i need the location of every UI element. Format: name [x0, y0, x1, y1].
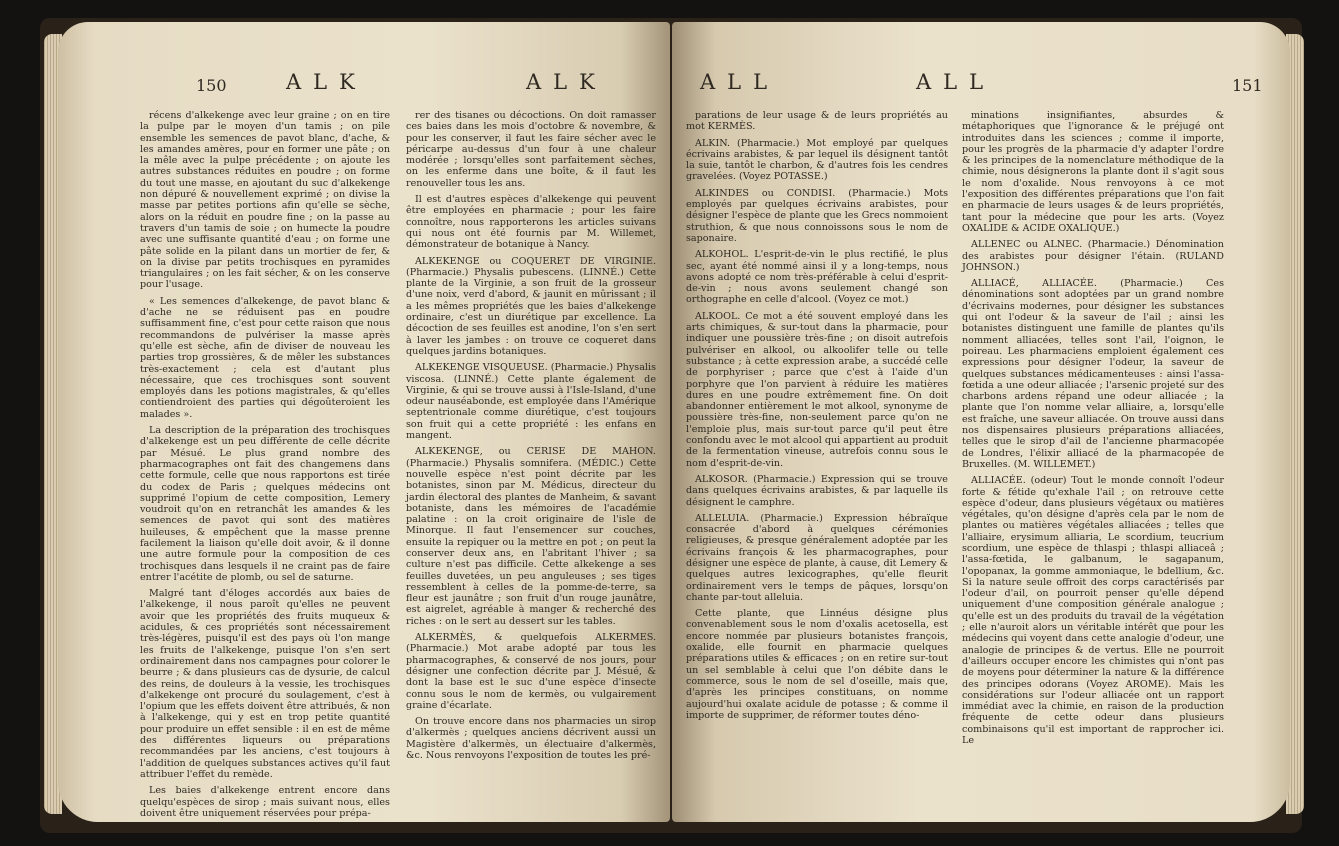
paragraph: Les baies d'alkekenge entrent encore dans quelqu'espèces de sirop ; mais suivant nous, elles doivent être uniquement réservées pour prépa- — [140, 785, 390, 819]
paragraph: parations de leur usage & de leurs propriétés au mot KERMÈS. — [686, 110, 948, 133]
paragraph: « Les semences d'alkekenge, de pavot blanc & d'ache ne se réduisent pas en poudre suffisamment fine, c'est pour cette raison que nous recommandons de pulvériser la masse après qu'elle est sèche, afin de diviser de nouveau les parties trop grossières, & de mêler les substances très-exactement ; cela est d'autant plus nécessaire, que ces trochisques sont souvent employés dans les potions magistrales, & qu'elles contiendroient des parties qui dégoûteroient les malades ». — [140, 295, 390, 420]
paragraph: récens d'alkekenge avec leur graine ; on en tire la pulpe par le moyen d'un tamis ; on pile ensemble les semences de pavot blanc, d'ache, & les amandes amères, pour en former une pâte ; on la mêle avec la pulpe précédente ; on ajoute les autres substances réduites en poudre ; on forme du tout une masse, en ajoutant du suc d'alkekenge non dépuré & nouvellement exprimé ; on divise la masse par petites portions afin qu'elle se sèche, alors on la réduit en poudre fine ; on la passe au travers d'un tamis de soie ; on humecte la poudre avec une suffisante quantité d'eau ; on forme une pâte solide en la pilant dans un mortier de fer, & on la divise par petits trochisques en pyramides triangulaires ; on les fait sécher, & on les conserve pour l'usage. — [140, 110, 390, 291]
paragraph: ALLENEC ou ALNEC. (Pharmacie.) Dénomination des arabistes pour désigner l'étain. (RULAND JOHNSON.) — [962, 239, 1224, 273]
paragraph: On trouve encore dans nos pharmacies un sirop d'alkermès ; quelques anciens décrivent aussi un Magistère d'alkermès, un électuaire d'alkermès, &c. Nous renvoyons l'exposition de toutes les pré- — [406, 716, 656, 762]
paragraph: ALKEKENGE VISQUEUSE. (Pharmacie.) Physalis viscosa. (LINNÉ.) Cette plante également de Virginie, & qui se trouve aussi à l'Isle-Island, d'une odeur nauséabonde, est employée dans l'Amérique septentrionale comme diurétique, c'est toujours son fruit qui a cette propriété : les enfans en mangent. — [406, 362, 656, 442]
page-number: 151 — [1232, 76, 1263, 95]
left-page — [58, 22, 670, 822]
paragraph: ALKERMÈS, & quelquefois ALKERMES. (Pharmacie.) Mot arabe adopté par tous les pharmacographes, & conservé de nos jours, pour désigner une confection décrite par J. Mésué, & dont la base est le suc d'une espèce d'insecte connu sous le nom de kermès, ou vulgairement graine d'écarlate. — [406, 632, 656, 711]
right-column-2 — [962, 110, 1224, 800]
paragraph: ALKOSOR. (Pharmacie.) Expression qui se trouve dans quelques écrivains arabistes, & par laquelle ils désignent le camphre. — [686, 473, 948, 508]
paragraph: ALKINDES ou CONDISI. (Pharmacie.) Mots employés par quelques écrivains arabistes, pour désigner l'espèce de plante que les Grecs nommoient struthion, & que nous connoissons sous le nom de saponaire. — [686, 187, 948, 244]
paragraph: ALLIACÉE. (odeur) Tout le monde connoît l'odeur forte & fétide qu'exhale l'ail ; on retrouve cette espèce d'odeur, dans plusieurs végétaux ou matières végétales, qu'on désigne d'après cela par le nom de plantes ou matières végétales alliacées ; telles que l'alliaire, erysimum alliaria, Le scordium, teucrium scordium, une espèce de thlaspi ; thlaspi alliaceâ ; l'assa-fœtida, le galbanum, le sagapanum, l'opopanax, la gomme ammoniaque, le bdellium, &c. Si la nature seule offroit des corps caractérisés par l'odeur d'ail, on pourroit penser qu'elle dépend uniquement d'une composition générale analogue ; qu'elle est un des produits du travail de la végétation ; elle n'auroit alors un véritable intérêt que pour les médecins qui voyent dans cette analogie d'odeur, une analogie de principes & de vertus. Elle ne pourroit d'ailleurs occuper encore les chimistes qui n'ont pas de moyens pour déterminer la nature & la différence des principes odorans (Voyez AROME). Mais les considérations sur l'odeur alliacée ont un rapport immédiat avec la chimie, en raison de la production fréquente de cette odeur dans plusieurs combinaisons qu'il est important de rapprocher ici. Le — [962, 475, 1224, 747]
running-header-left: ALK — [286, 70, 367, 94]
paragraph: ALKEKENGE ou COQUERET DE VIRGINIE. (Pharmacie.) Physalis pubescens. (LINNÉ.) Cette plante de la Virginie, a son fruit de la grosseur d'une noix, verd d'abord, & jaunit en mûrissant ; il a les mêmes propriétés que les baies d'alkekenge ordinaire, c'est un diurétique par excellence. La décoction de ses feuilles est anodine, l'on s'en sert à laver les jambes : on trouve ce coqueret dans quelques jardins botaniques. — [406, 255, 656, 357]
running-header-right: ALL — [916, 70, 996, 94]
right-column-1 — [686, 110, 948, 800]
left-column-1 — [140, 110, 390, 819]
paragraph: ALLIACÉ, ALLIACÉE. (Pharmacie.) Ces dénominations sont adoptées par un grand nombre d'écrivains modernes, pour désigner les substances qui ont l'odeur & la saveur de l'ail ; ainsi les botanistes distinguent une famille de plantes qu'ils nomment alliacées, telles sont l'ail, l'oignon, le poireau. Les pharmaciens emploient également ces expressions pour désigner l'odeur, la saveur de quelques substances médicamenteuses : ainsi l'assa-fœtida a une odeur alliacée ; l'arsenic projeté sur des charbons ardens répand une odeur alliacée ; la plante que l'on nomme velar alliaire, a, lorsqu'elle est fraîche, une saveur alliacée. On trouve aussi dans nos dispensaires plusieurs préparations alliacées, telles que le sirop d'ail de l'ancienne pharmacopée de Londres, l'élixir alliacé de la pharmacopée de Bruxelles. (M. WILLEMET.) — [962, 278, 1224, 470]
paragraph: La description de la préparation des trochisques d'alkekenge est un peu différente de celle décrite par Mésué. Le plus grand nombre des pharmacographes ont fait des changemens dans cette formule, celle que nous rapportons est tirée du codex de Paris ; quelques médecins ont supprimé l'opium de cette composition, Lemery voudroit qu'on en retranchât les amandes & les semences de pavot qui sont des matières huileuses, & empêchent que la masse prenne facilement la liaison qu'elle doit avoir, & il donne une autre formule pour la composition de ces trochisques dans lesquels il ne craint pas de faire entrer l'acétite de plomb, ou sel de saturne. — [140, 425, 390, 583]
page-number: 150 — [196, 76, 227, 95]
paragraph: Malgré tant d'éloges accordés aux baies de l'alkekenge, il nous paroît qu'elles ne peuvent avoir que les propriétés des fruits muqueux & acidules, & ces propriétés sont nécessairement très-légères, puisqu'il est des pays où l'on mange les fruits de l'alkekenge, puisque l'on s'en sert ordinairement dans nos campagnes pour colorer le beurre ; & dans plusieurs cas de dysurie, de calcul des reins, de douleurs à la vessie, les trochisques d'alkekenge ont procuré du soulagement, c'est à l'opium que les effets doivent être attribués, & non à l'alkekenge, qui y est en trop petite quantité pour produire un effet sensible : il en est de même des différentes liqueurs ou préparations recommandées par les anciens, c'est toujours à l'addition de quelques substances actives qu'il faut attribuer l'effet du remède. — [140, 588, 390, 780]
paragraph: ALLELUIA. (Pharmacie.) Expression hébraïque consacrée d'abord à quelques cérémonies religieuses, & presque généralement adoptée par les écrivains françois & les pharmacographes, pour désigner une espèce de plante, à cause, dit Lemery & quelques autres lexicographes, qu'elle fleurit ordinairement vers le temps de pâques, lorsqu'on chante par-tout alleluia. — [686, 512, 948, 603]
running-header-right: ALK — [526, 70, 607, 94]
left-column-2 — [406, 110, 656, 800]
paragraph: minations insignifiantes, absurdes & métaphoriques que l'ignorance & le préjugé ont introduites dans les sciences ; comme il importe, pour les progrès de la pharmacie d'y adapter l'ordre & les principes de la nomenclature méthodique de la chimie, nous désignerons la plante dont il s'agit sous le nom d'oxalide. Nous renvoyons à ce mot l'exposition des différentes préparations que l'on fait en pharmacie de leurs usages & de leurs propriétés, tant pour la médecine que pour les arts. (Voyez OXALIDE & ACIDE OXALIQUE.) — [962, 110, 1224, 234]
paragraph: ALKOHOL. L'esprit-de-vin le plus rectifié, le plus sec, ayant été nommé ainsi il y a long-temps, nous avons adopté ce nom très-préférable à celui d'esprit-de-vin ; nous avons seulement changé son orthographe en celle d'alcool. (Voyez ce mot.) — [686, 249, 948, 306]
paragraph: Cette plante, que Linnéus désigne plus convenablement sous le nom d'oxalis acetosella, est encore nommée par plusieurs botanistes françois, oxalide, elle fournit en pharmacie quelques préparations utiles & efficaces ; on en retire sur-tout un sel semblable à celui que l'on débite dans le commerce, sous le nom de sel d'oseille, mais que, d'après les principes constituans, on nomme aujourd'hui oxalate acidule de potasse ; & comme il importe de supprimer, de réformer toutes déno- — [686, 608, 948, 721]
paragraph: ALKEKENGE, ou CERISE DE MAHON. (Pharmacie.) Physalis somnifera. (MÉDIC.) Cette nouvelle espèce n'est point décrite par les botanistes, sinon par M. Médicus, directeur du jardin électoral des plantes de Manheim, & savant botaniste, dans les mémoires de l'académie palatine : on la croit originaire de l'isle de Minorque. Il faut l'ensemencer sur couches, ensuite la repiquer ou la mettre en pot ; on peut la conserver deux ans, en l'abritant l'hiver ; sa culture n'est pas difficile. Cette alkekenge a ses feuilles duvetées, un peu anguleuses ; ses tiges ressemblent à celles de la pomme-de-terre, sa fleur est jaunâtre ; son fruit d'un rouge jaunâtre, est aigrelet, agréable à manger & recherché des riches : on le sert au dessert sur les tables. — [406, 446, 656, 627]
paragraph: Il est d'autres espèces d'alkekenge qui peuvent être employées en pharmacie ; pour les faire connoître, nous rapporterons les articles suivans qui nous ont été fournis par M. Willemet, démonstrateur de botanique à Nancy. — [406, 194, 656, 251]
paragraph: ALKOOL. Ce mot a été souvent employé dans les arts chimiques, & sur-tout dans la pharmacie, pour indiquer une poussière très-fine ; on disoit autrefois pulvériser en alkool, ou alkoolifer telle ou telle substance ; à cette expression arabe, a succédé celle de porphyriser ; parce que c'est à l'aide d'un porphyre que l'on parvient à réduire les matières dures en une poudre extrêmement fine. On doit abandonner entièrement le mot alkool, synonyme de poussière très-fine, non-seulement parce qu'on ne l'emploie plus, mais sur-tout parce qu'il peut être confondu avec le mot alcool qui appartient au produit de la fermentation vineuse, autrefois connu sous le nom d'esprit-de-vin. — [686, 310, 948, 469]
right-page — [672, 22, 1290, 822]
paragraph: rer des tisanes ou décoctions. On doit ramasser ces baies dans les mois d'octobre & novembre, & pour les conserver, il faut les faire sécher avec le péricarpe au-dessus d'un four à une chaleur modérée ; lorsqu'elles sont parfaitement sèches, on les enferme dans une boîte, & il faut les renouveller tous les ans. — [406, 110, 656, 189]
running-header-left: ALL — [700, 70, 780, 94]
paragraph: ALKIN. (Pharmacie.) Mot employé par quelques écrivains arabistes, & par lequel ils désignent tantôt la suie, tantôt le charbon, & d'autres fois les cendres gravelées. (Voyez POTASSE.) — [686, 137, 948, 183]
